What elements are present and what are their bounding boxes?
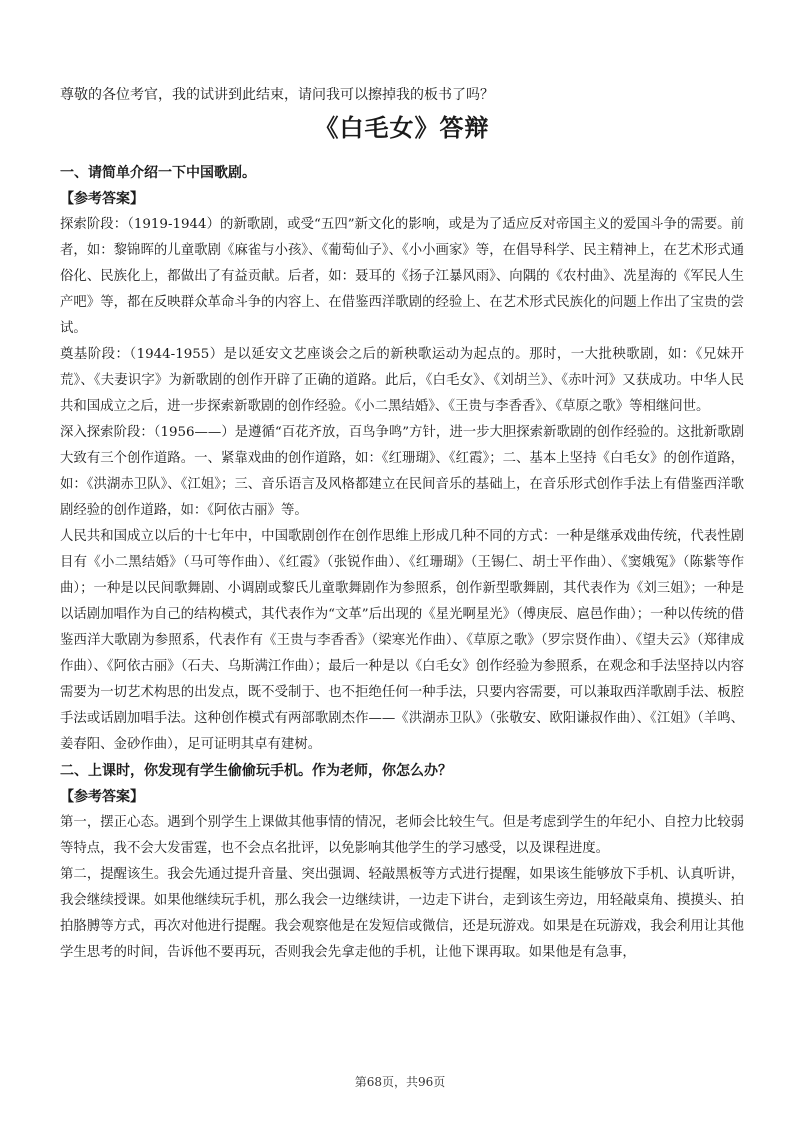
- document-page: [60, 84, 744, 966]
- intro-text: 尊敬的各位考官，我的试讲到此结束，请问我可以擦掉我的板书了吗？: [60, 87, 494, 103]
- paragraph: 奠基阶段：（1944-1955）是以延安文艺座谈会之后的新秧歌运动为起点的。那时，一大批秧歌剧，如：《兄妹开荒》、《夫妻识字》为新歌剧的创作开辟了正确的道路。此后，《白毛女》、《刘胡兰》、《赤叶河》又获成功。中华人民共和国成立之后，进一步探索新歌剧的创作经验。《小二黑结婚》、《王贵与李香香》、《草原之歌》等相继问世。: [60, 347, 744, 414]
- answer-label: 【参考答案】: [60, 789, 144, 805]
- paragraph: 第一，摆正心态。遇到个别学生上课做其他事情的情况，老师会比较生气。但是考虑到学生的年纪小、自控力比较弱等特点，我不会大发雷霆，也不会点名批评，以免影响其他学生的学习感受，以及课程进度。: [60, 815, 744, 856]
- paragraph: 人民共和国成立以后的十七年中，中国歌剧创作在创作思维上形成几种不同的方式：一种是继承戏曲传统，代表性剧目有《小二黑结婚》（马可等作曲）、《红霞》（张锐作曲）、《红珊瑚》（王锡仁、胡士平作曲）、《窦娥冤》（陈紫等作曲）；一种是以民间歌舞剧、小调剧或黎氏儿童歌舞剧作为参照系，创作新型歌舞剧，其代表作为《刘三姐》；一种是以话剧加唱作为自己的结构模式，其代表作为“文革”后出现的《星光啊星光》（傅庚辰、扈邑作曲）；一种以传统的借鉴西洋大歌剧为参照系，代表作有《王贵与李香香》（梁寒光作曲）、《草原之歌》（罗宗贤作曲）、《望夫云》（郑律成作曲）、《阿依古丽》（石夫、乌斯满江作曲）；最后一种是以《白毛女》创作经验为参照系，在观念和手法坚持以内容需要为一切艺术构思的出发点，既不受制于、也不拒绝任何一种手法，只要内容需要，可以兼取西洋歌剧手法、板腔手法或话剧加唱手法。这种创作模式有两部歌剧杰作——《洪湖赤卫队》（张敬安、欧阳谦叔作曲）、《江姐》（羊鸣、姜春阳、金砂作曲），足可证明其卓有建树。: [60, 529, 744, 752]
- question-heading: 二、上课时，你发现有学生偷偷玩手机。作为老师，你怎么办？: [60, 763, 452, 779]
- question-heading: 一、请简单介绍一下中国歌剧。: [60, 165, 256, 181]
- section-1: [60, 160, 744, 758]
- page-footer: 第68页，共96页: [354, 1075, 446, 1089]
- paragraph: 深入探索阶段：（1956——）是遵循“百花齐放，百鸟争鸣”方针，进一步大胆探索新歌剧的创作经验的。这批新歌剧大致有三个创作道路。一、紧靠戏曲的创作道路，如：《红珊瑚》、《红霞》；二、基本上坚持《白毛女》的创作道路，如：《洪湖赤卫队》、《江姐》；三、音乐语言及风格都建立在民间音乐的基础上，在音乐形式创作手法上有借鉴西洋歌剧经验的创作道路，如：《阿依古丽》等。: [60, 425, 744, 518]
- page-title: 《白毛女》答辩: [314, 113, 490, 142]
- section-2: [60, 758, 744, 966]
- paragraph: 第二，提醒该生。我会先通过提升音量、突出强调、轻敲黑板等方式进行提醒，如果该生能够放下手机、认真听讲，我会继续授课。如果他继续玩手机，那么我会一边继续讲，一边走下讲台，走到该生旁边，用轻敲桌角、摸摸头、拍拍胳膊等方式，再次对他进行提醒。我会观察他是在发短信或微信，还是玩游戏。如果是在玩游戏，我会利用让其他学生思考的时间，告诉他不要再玩，否则我会先拿走他的手机，让他下课再取。如果他是有急事，: [60, 867, 744, 960]
- paragraph: 探索阶段：（1919-1944）的新歌剧，或受“五四”新文化的影响，或是为了适应反对帝国主义的爱国斗争的需要。前者，如：黎锦晖的儿童歌剧《麻雀与小孩》、《葡萄仙子》、《小小画家》等，在倡导科学、民主精神上，在艺术形式通俗化、民族化上，都做出了有益贡献。后者，如：聂耳的《扬子江暴风雨》、向隅的《农村曲》、冼星海的《军民人生产吧》等，都在反映群众革命斗争的内容上、在借鉴西洋歌剧的经验上、在艺术形式民族化的问题上作出了宝贵的尝试。: [60, 217, 744, 336]
- answer-label: 【参考答案】: [60, 191, 144, 207]
